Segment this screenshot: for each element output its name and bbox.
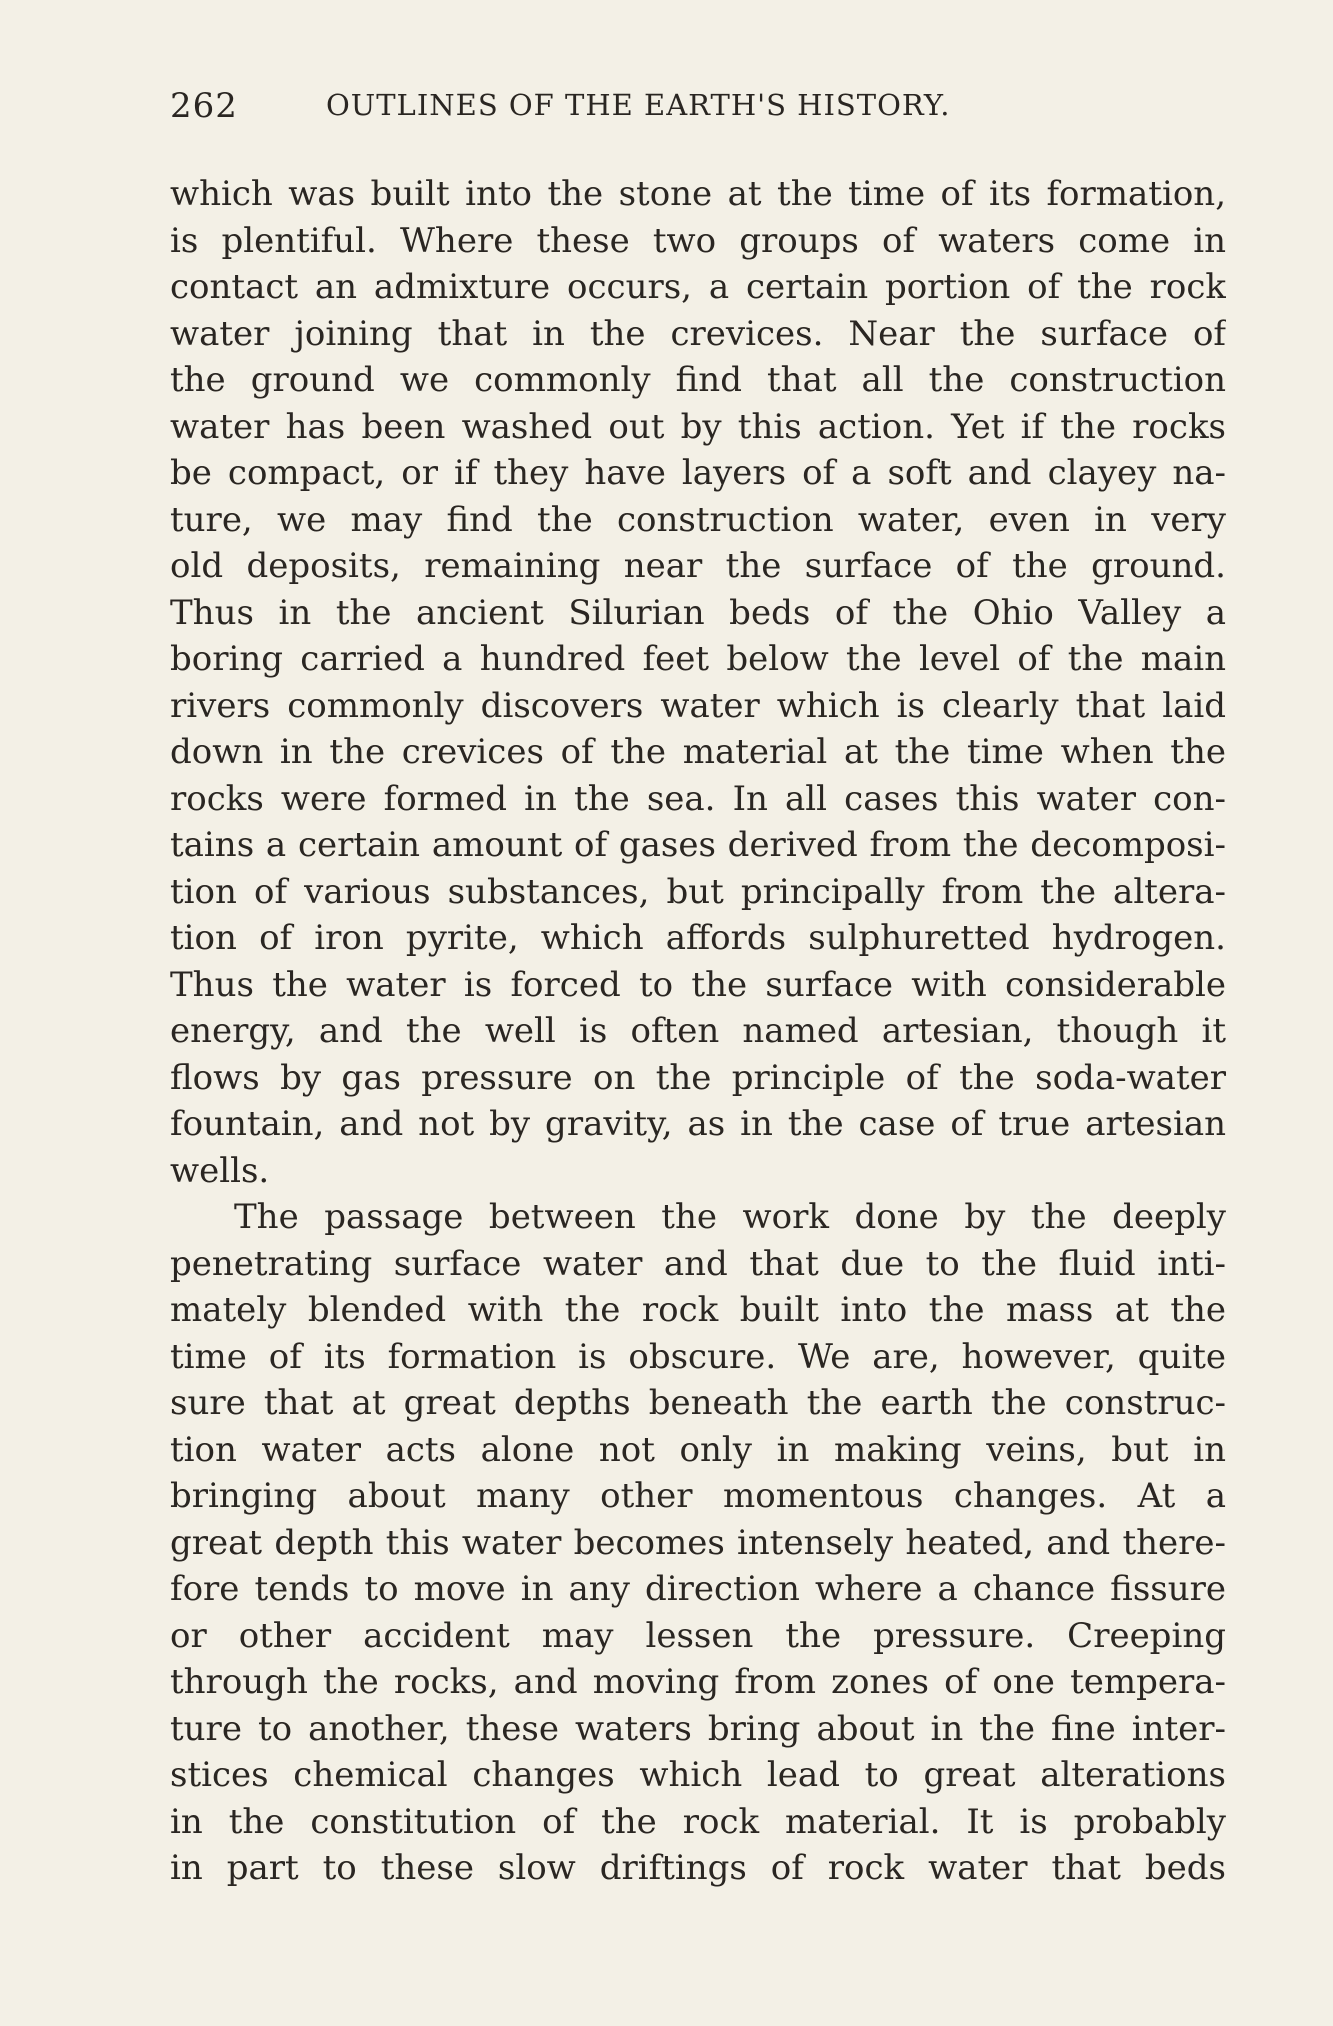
text-line: bringing about many other momentous changes. At a — [170, 1476, 1226, 1516]
text-line: the ground we commonly find that all the construction — [170, 360, 1226, 400]
paragraph-1 — [170, 171, 1226, 1194]
text-line: fore tends to move in any direction where a chance fissure — [170, 1569, 1226, 1609]
text-line: flows by gas pressure on the principle of the soda-water — [170, 1057, 1226, 1098]
text-line: contact an admixture occurs, a certain portion of the rock — [170, 267, 1226, 307]
text-line: tion water acts alone not only in making veins, but in — [170, 1429, 1226, 1470]
text-line: The passage between the work done by the deeply — [234, 1197, 1226, 1237]
text-line: Thus the water is forced to the surface with considerable — [170, 964, 1226, 1005]
text-line: through the rocks, and moving from zones of one tempera- — [170, 1662, 1226, 1702]
text-line: fountain, and not by gravity, as in the case of true artesian — [170, 1104, 1226, 1144]
text-line: wells. — [170, 1150, 270, 1191]
text-line: down in the crevices of the material at the time when the — [170, 732, 1226, 772]
page-header — [170, 78, 1230, 128]
text-line: time of its formation is obscure. We are, however, quite — [170, 1336, 1226, 1377]
page-number: 262 — [170, 86, 238, 126]
text-line: boring carried a hundred feet below the level of the main — [170, 639, 1226, 679]
text-line: in the constitution of the rock material. It is probably — [170, 1801, 1226, 1842]
text-line: water joining that in the crevices. Near the surface of — [170, 313, 1226, 354]
text-line: rivers commonly discovers water which is clearly that laid — [170, 685, 1226, 726]
text-line: in part to these slow driftings of rock water that beds — [170, 1848, 1226, 1888]
text-line: great depth this water becomes intensely heated, and there- — [170, 1522, 1226, 1563]
paragraph-2 — [170, 1194, 1226, 1892]
text-line: be compact, or if they have layers of a soft and clayey na- — [170, 453, 1226, 493]
text-line: sure that at great depths beneath the earth the construc- — [170, 1383, 1226, 1423]
text-line: ture to another, these waters bring about in the fine inter- — [170, 1708, 1226, 1749]
text-line: penetrating surface water and that due to the fluid inti- — [170, 1243, 1226, 1284]
text-line: is plentiful. Where these two groups of waters come in — [170, 220, 1226, 261]
text-line: tion of iron pyrite, which affords sulphuretted hydrogen. — [170, 918, 1226, 958]
text-line: tion of various substances, but principally from the altera- — [170, 871, 1226, 912]
body-text — [170, 171, 1226, 1892]
text-line: which was built into the stone at the time of its formation, — [170, 174, 1226, 214]
text-line: Thus in the ancient Silurian beds of the Ohio Valley a — [170, 592, 1226, 633]
text-line: old deposits, remaining near the surface of the ground. — [170, 546, 1226, 586]
running-title: OUTLINES OF THE EARTH'S HISTORY. — [326, 88, 951, 122]
text-line: mately blended with the rock built into the mass at the — [170, 1290, 1226, 1330]
text-line: ture, we may find the construction water, even in very — [170, 499, 1226, 540]
text-line: water has been washed out by this action. Yet if the rocks — [170, 406, 1226, 447]
text-line: or other accident may lessen the pressure. Creeping — [170, 1615, 1226, 1656]
text-line: energy, and the well is often named artesian, though it — [170, 1011, 1226, 1051]
text-line: rocks were formed in the sea. In all cases this water con- — [170, 778, 1226, 819]
text-line: tains a certain amount of gases derived from the decomposi- — [170, 825, 1226, 865]
text-line: stices chemical changes which lead to great alterations — [170, 1755, 1226, 1795]
